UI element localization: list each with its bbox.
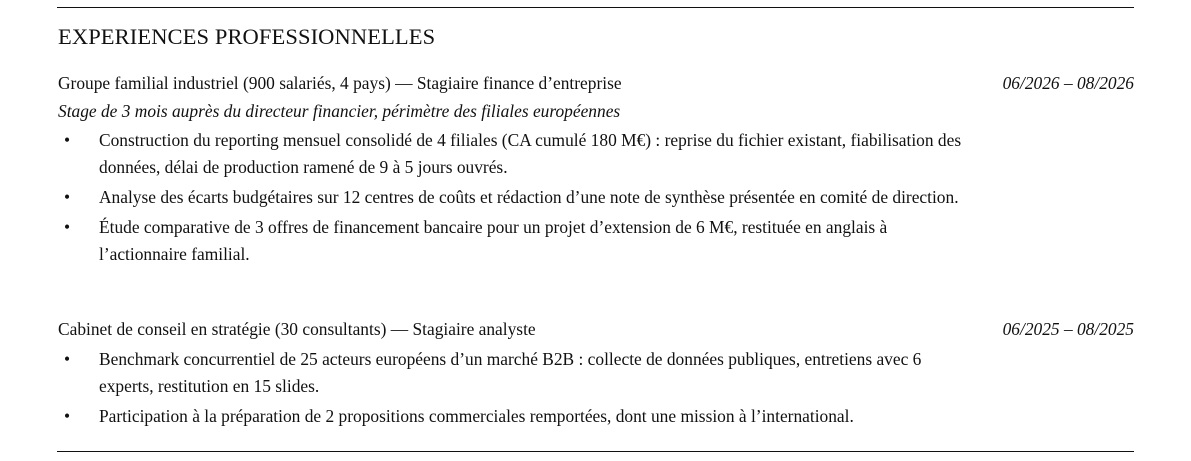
section-top-rule: [57, 7, 1134, 8]
bullet-text: Analyse des écarts budgétaires sur 12 centres de coûts et rédaction d’une note de synthèse présentée en comité de direction.: [99, 187, 959, 207]
entry-role: Groupe familial industriel (900 salariés, 4 pays) — Stagiaire finance d’entreprise: [58, 73, 622, 93]
bullet-item: [57, 346, 979, 400]
entry-subtitle: Stage de 3 mois auprès du directeur financier, périmètre des filiales européennes: [58, 101, 621, 121]
bullet-item: [57, 127, 979, 181]
section-bottom-rule: [57, 451, 1134, 452]
entry-role: Cabinet de conseil en stratégie (30 consultants) — Stagiaire analyste: [58, 319, 536, 339]
entry-dates: 06/2025 – 08/2025: [1002, 319, 1134, 339]
bullet-icon: •: [64, 349, 71, 369]
bullet-text: Benchmark concurrentiel de 25 acteurs européens d’un marché B2B : collecte de données publiques, entretiens avec 6 experts, restitution en 15 slides.: [99, 349, 922, 396]
bullet-text: Construction du reporting mensuel consolidé de 4 filiales (CA cumulé 180 M€) : reprise du fichier existant, fiabilisation des données, délai de production ramené de 9 à 5 jours ouvrés.: [99, 130, 962, 177]
entry-bullet-list: [57, 127, 1134, 268]
section-title: EXPERIENCES PROFESSIONNELLES: [58, 24, 436, 49]
bullet-icon: •: [64, 217, 71, 237]
experience-entry: [57, 315, 1134, 433]
experience-section: [57, 0, 1134, 461]
bullet-item: [57, 184, 979, 211]
bullet-icon: •: [64, 406, 71, 426]
entry-header: [57, 69, 1134, 97]
bullet-text: Étude comparative de 3 offres de financement bancaire pour un projet d’extension de 6 M€, restituée en anglais à l’actionnaire familial.: [99, 217, 888, 264]
entry-header: [57, 315, 1134, 343]
experience-entry: [57, 69, 1134, 271]
bullet-item: [57, 214, 979, 268]
bullet-icon: •: [64, 187, 71, 207]
bullet-text: Participation à la préparation de 2 propositions commerciales remportées, dont une mission à l’international.: [99, 406, 854, 426]
bullet-item: [57, 403, 979, 430]
entry-dates: 06/2026 – 08/2026: [1002, 73, 1134, 93]
bullet-icon: •: [64, 130, 71, 150]
entry-bullet-list: [57, 346, 1134, 430]
